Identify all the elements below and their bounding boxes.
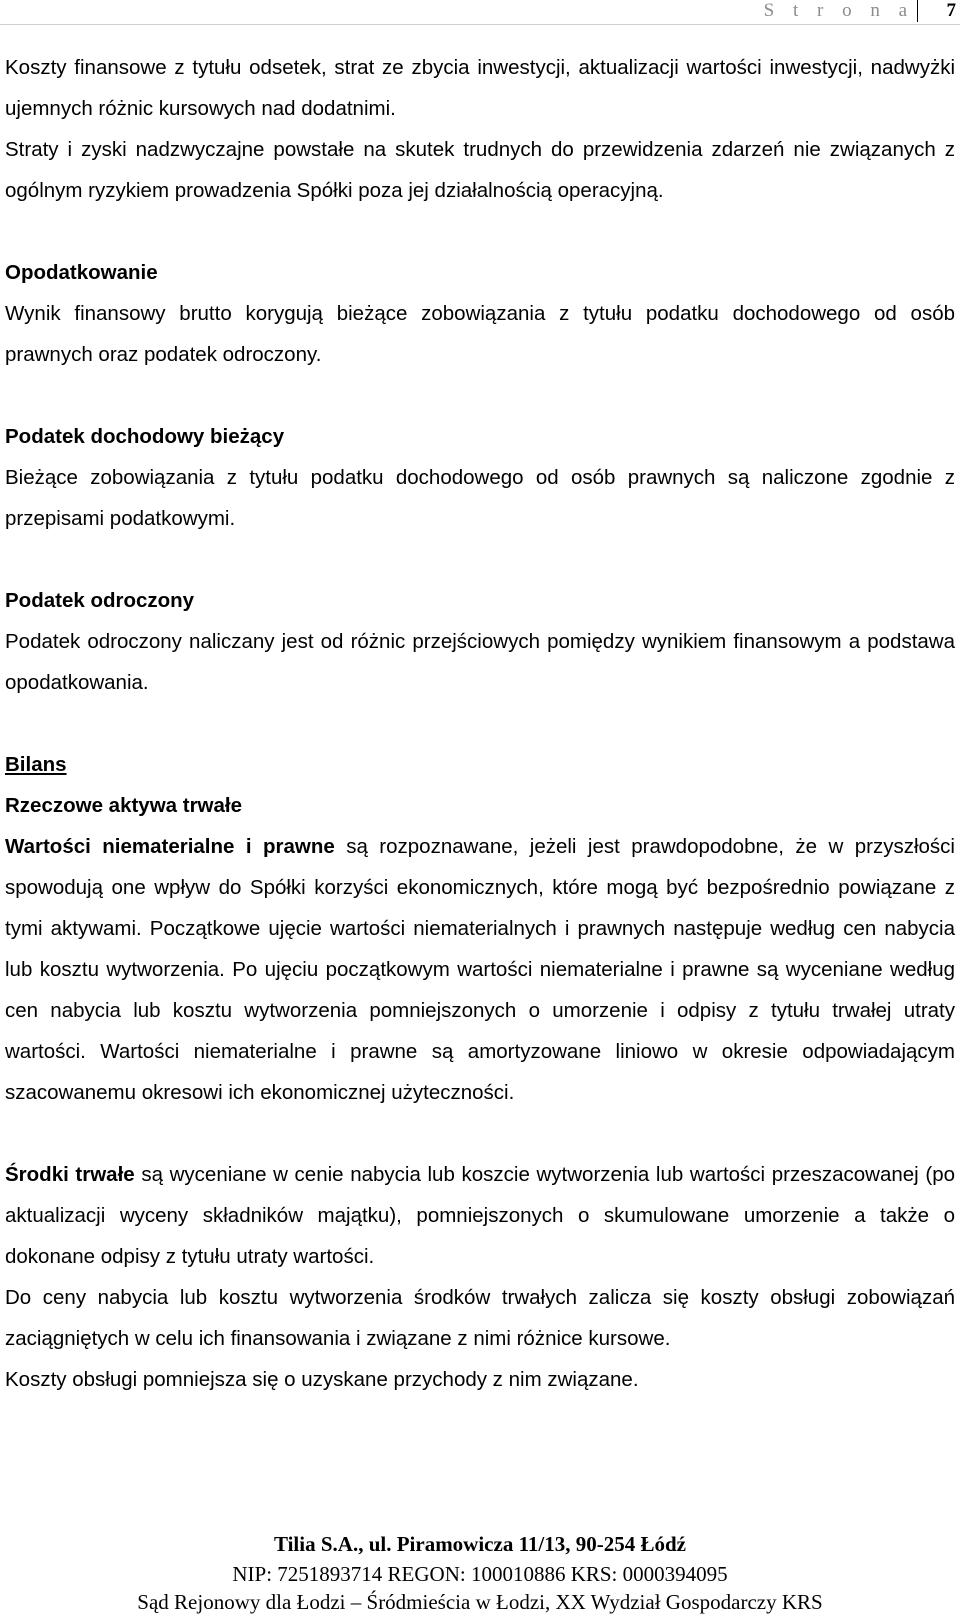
footer-court-info: Sąd Rejonowy dla Łodzi – Śródmieścia w Łodzi, XX Wydział Gospodarczy KRS: [137, 1590, 823, 1614]
paragraph-podatek-odroczony: Podatek odroczony naliczany jest od różnic przejściowych pomiędzy wynikiem finansowym a podstawa opodatkowania.: [5, 630, 955, 694]
paragraph-straty-zyski: Straty i zyski nadzwyczajne powstałe na skutek trudnych do przewidzenia zdarzeń nie związanych z ogólnym ryzykiem prowadzenia Spółki poza jej działalnością operacyjną.: [5, 138, 955, 202]
term-srodki-trwale: Środki trwałe: [5, 1163, 135, 1186]
heading-bilans: Bilans: [5, 753, 67, 776]
text-srodki-trwale: są wyceniane w cenie nabycia lub koszcie wytworzenia lub wartości przeszacowanej (po aktualizacji wyceny składników majątku), pomniejszonych o skumulowane umorzenie a także o dokonane odpisy z tytułu utraty wartości.: [5, 1163, 955, 1268]
paragraph-srodki-trwale: [5, 1154, 955, 1277]
spacer: [5, 375, 955, 416]
spacer: [5, 703, 955, 744]
heading-opodatkowanie: Opodatkowanie: [5, 261, 158, 284]
spacer: [5, 1113, 955, 1154]
paragraph-opodatkowanie: Wynik finansowy brutto korygują bieżące zobowiązania z tytułu podatku dochodowego od osób prawnych oraz podatek odroczony.: [5, 302, 955, 366]
paragraph-podatek-biezacy: Bieżące zobowiązania z tytułu podatku dochodowego od osób prawnych są naliczone zgodnie z przepisami podatkowymi.: [5, 466, 955, 530]
paragraph-cena-nabycia: Do ceny nabycia lub kosztu wytworzenia środków trwałych zalicza się koszty obsługi zobowiązań zaciągniętych w celu ich finansowania i związane z nimi różnice kursowe.: [5, 1286, 955, 1350]
term-wartosci-niematerialne: Wartości niematerialne i prawne: [5, 835, 335, 858]
spacer: [5, 539, 955, 580]
footer-company-address: Tilia S.A., ul. Piramowicza 11/13, 90-254 Łódź: [273, 1532, 687, 1556]
page-number: 7: [946, 0, 956, 21]
paragraph-wartosci-niematerialne: [5, 826, 955, 1113]
heading-rzeczowe-aktywa: Rzeczowe aktywa trwałe: [5, 794, 242, 817]
page-header: [0, 0, 960, 25]
page-number-separator: [917, 0, 918, 22]
spacer: [5, 211, 955, 252]
footer-registration-numbers: NIP: 7251893714 REGON: 100010886 KRS: 0000394095: [232, 1562, 728, 1586]
document-body: [5, 47, 955, 1400]
text-wartosci-niematerialne: są rozpoznawane, jeżeli jest prawdopodobne, że w przyszłości spowodują one wpływ do Spółki korzyści ekonomicznych, które mogą być bezpośrednio powiązane z tymi aktywami. Początkowe ujęcie wartości niematerialnych i prawnych następuje według cen nabycia lub kosztu wytworzenia. Po ujęciu początkowym wartości niematerialne i prawne są wyceniane według cen nabycia lub kosztu wytworzenia pomniejszonych o umorzenie i odpisy z tytułu trwałej utraty wartości. Wartości niematerialne i prawne są amortyzowane liniowo w okresie odpowiadającym szacowanemu okresowi ich ekonomicznej użyteczności.: [5, 835, 955, 1104]
heading-podatek-biezacy: Podatek dochodowy bieżący: [5, 425, 285, 448]
paragraph-koszty-finansowe: Koszty finansowe z tytułu odsetek, strat ze zbycia inwestycji, aktualizacji wartości inwestycji, nadwyżki ujemnych różnic kursowych nad dodatnimi.: [5, 56, 955, 120]
heading-podatek-odroczony: Podatek odroczony: [5, 589, 195, 612]
page-label: S t r o n a: [763, 0, 914, 21]
paragraph-koszty-obslugi: Koszty obsługi pomniejsza się o uzyskane przychody z nim związane.: [5, 1368, 639, 1391]
